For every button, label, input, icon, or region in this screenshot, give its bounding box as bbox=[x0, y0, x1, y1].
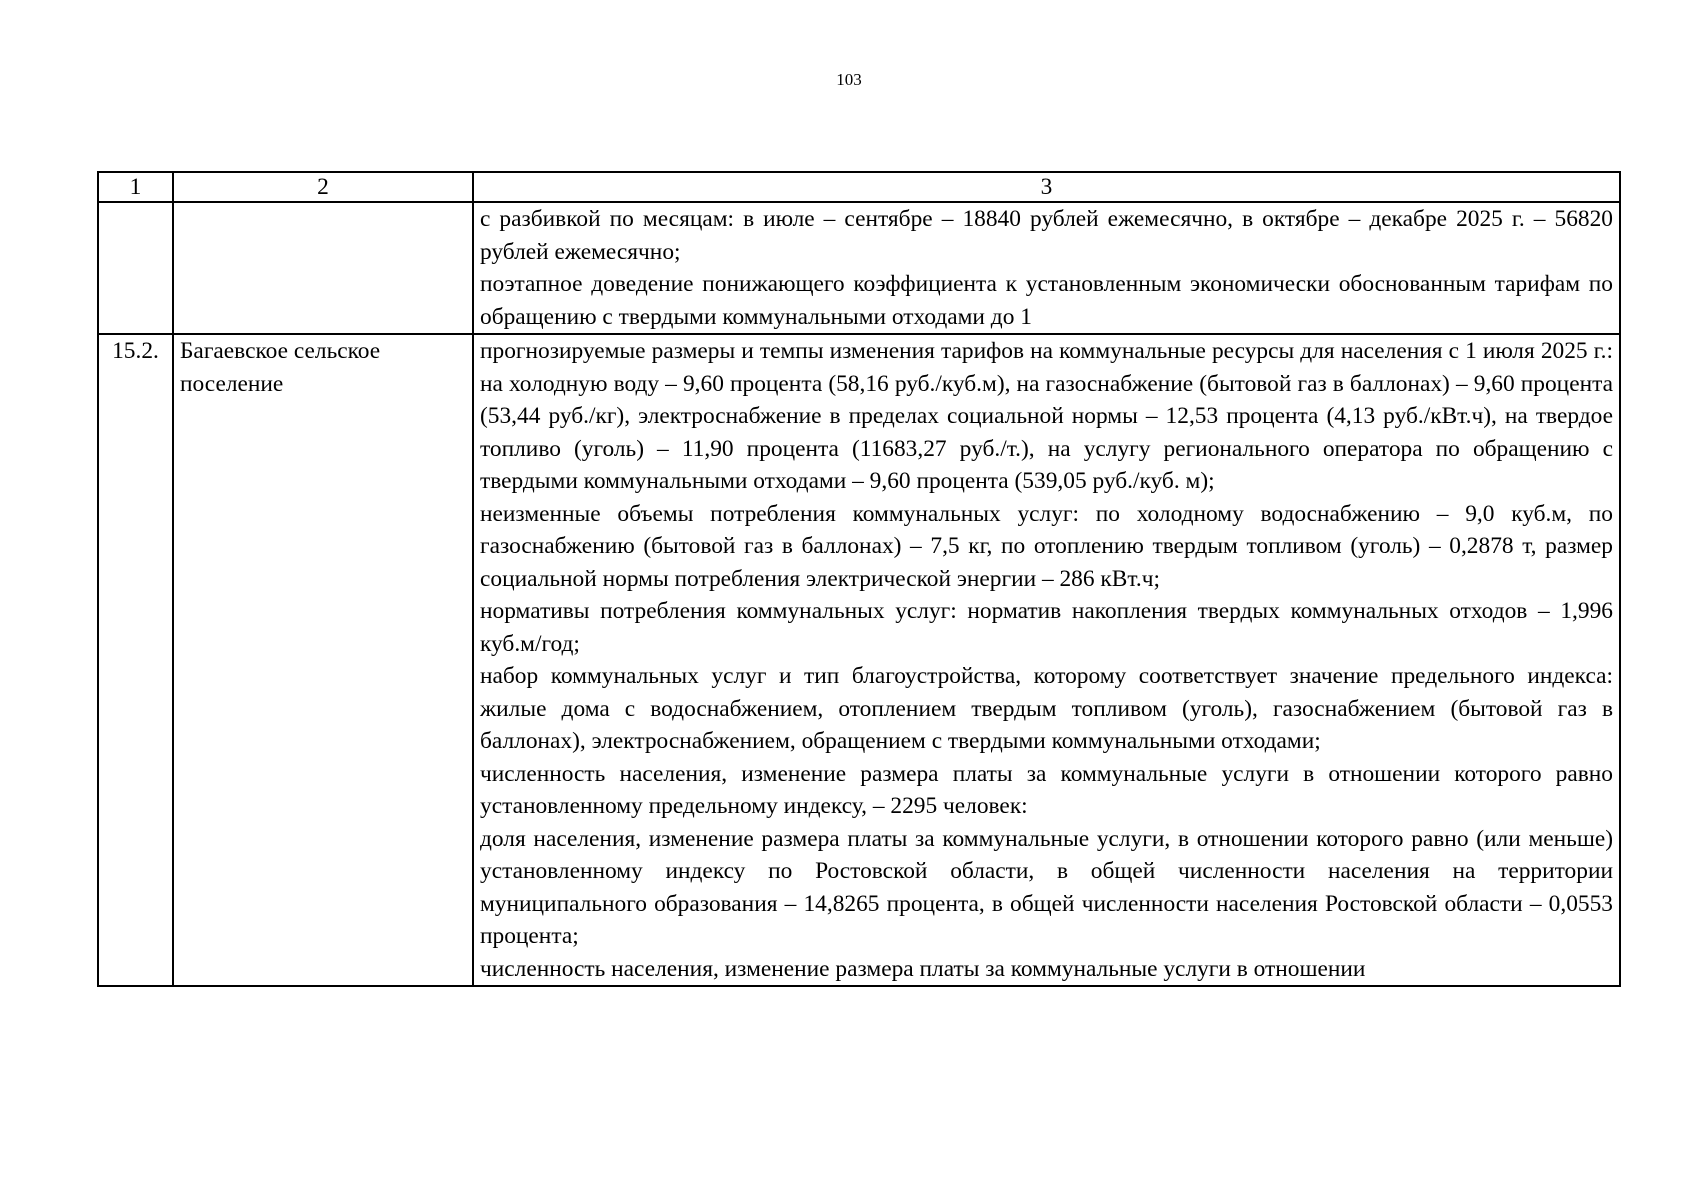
row-text-cell bbox=[473, 334, 1620, 986]
paragraph: неизменные объемы потребления коммунальных услуг: по холодному водоснабжению – 9,0 куб.м, по газоснабжению (бытовой газ в баллонах) – 7,5 кг, по отоплению твердым топливом (уголь) – 0,2878 т, размер социальной нормы потребления электрической энергии – 286 кВт.ч; bbox=[480, 500, 1613, 592]
tariff-table bbox=[97, 171, 1621, 987]
table-header-row bbox=[98, 172, 1620, 202]
table-row-15-2 bbox=[98, 334, 1620, 986]
row-number-cell bbox=[98, 202, 173, 334]
paragraph: с разбивкой по месяцам: в июле – сентябре – 18840 рублей ежемесячно, в октябре – декабре 2025 г. – 56820 рублей ежемесячно; bbox=[480, 206, 1613, 265]
paragraph: доля населения, изменение размера платы за коммунальные услуги, в отношении которого равно (или меньше) установленному индексу по Ростовской области, в общей численности населения на территории муниципального образования – 14,8265 процента, в общей численности населения Ростовской области – 0,0553 процента; bbox=[480, 825, 1613, 949]
paragraph: поэтапное доведение понижающего коэффициента к установленным экономически обоснованным тарифам по обращению с твердыми коммунальными отходами до 1 bbox=[480, 271, 1613, 330]
settlement-name-cell: Багаевское сельское поселение bbox=[173, 334, 473, 986]
paragraph: численность населения, изменение размера платы за коммунальные услуги в отношении которого равно установленному предельному индексу, – 2295 человек: bbox=[480, 760, 1613, 819]
paragraph: набор коммунальных услуг и тип благоустройства, которому соответствует значение предельного индекса: жилые дома с водоснабжением, отоплением твердым топливом (уголь), газоснабжением (бытовой газ в баллонах), электроснабжением, обращением с твердыми коммунальными отходами; bbox=[480, 663, 1613, 754]
page-number: 103 bbox=[836, 70, 862, 89]
row-text-cell bbox=[473, 202, 1620, 334]
paragraph: численность населения, изменение размера платы за коммунальные услуги в отношении bbox=[480, 955, 1366, 982]
paragraph: нормативы потребления коммунальных услуг: норматив накопления твердых коммунальных отходов – 1,996 куб.м/год; bbox=[480, 598, 1613, 657]
column-header-3: 3 bbox=[473, 172, 1620, 202]
column-header-2: 2 bbox=[173, 172, 473, 202]
table-row-continuation bbox=[98, 202, 1620, 334]
paragraph: прогнозируемые размеры и темпы изменения тарифов на коммунальные ресурсы для населения с 1 июля 2025 г.: на холодную воду – 9,60 процента (58,16 руб./куб.м), на газоснабжение (бытовой газ в баллонах) – 9,60 процента (53,44 руб./кг), электроснабжение в пределах социальной нормы – 12,53 процента (4,13 руб./кВт.ч), на твердое топливо (уголь) – 11,90 процента (11683,27 руб./т.), на услугу регионального оператора по обращению с твердыми коммунальными отходами – 9,60 процента (539,05 руб./куб. м); bbox=[480, 338, 1613, 494]
row-number-cell: 15.2. bbox=[98, 334, 173, 986]
row-name-cell bbox=[173, 202, 473, 334]
column-header-1: 1 bbox=[98, 172, 173, 202]
